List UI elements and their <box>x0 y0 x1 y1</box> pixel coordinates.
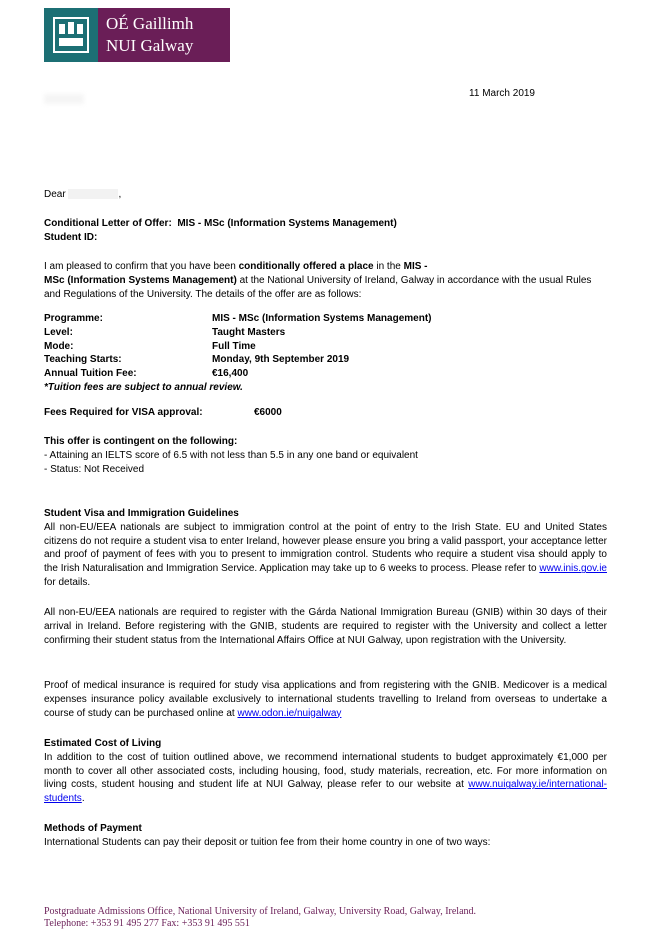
row-label: Level: <box>44 326 73 338</box>
payment-heading: Methods of Payment <box>44 823 142 834</box>
redacted-address <box>44 94 84 104</box>
visa-paragraph-2: All non-EU/EEA nationals are required to register with the Gárda National Immigration Bureau (GNIB) within 30 days of their arrival in Ireland. Before registering with the GNIB, students are required to register with the University and collect a letter confirming their student status from the International Affairs Office at NUI Galway, upon registration with the University. <box>44 607 607 646</box>
contingent-heading: This offer is contingent on the following: <box>44 436 238 447</box>
salutation-text: Dear <box>44 189 66 200</box>
intro-text-c: at the National University of Ireland, Galway in accordance with the usual Rules and Regulations of the University. The details of the offer are as follows: <box>44 274 592 300</box>
programme-row <box>44 326 494 340</box>
contingent-item: - Attaining an IELTS score of 6.5 with not less than 5.5 in any one band or equivalent <box>44 449 418 461</box>
inis-link[interactable]: www.inis.gov.ie <box>539 563 607 575</box>
intro-paragraph <box>44 260 607 301</box>
visa-p1-text: All non-EU/EEA nationals are subject to immigration control at the point of entry to the Irish State. EU and United States citizens do not require a student visa to enter Ireland, however please ensure you bring a valid passport, your acceptance letter and proof of payment of fees with you to present to immigration control. Students who require a student visa should apply to the Irish Naturalisation and Immigration Service. Application may take up to 6 weeks to process. Please refer to <box>44 521 607 575</box>
visa-section <box>44 507 607 590</box>
row-label: Annual Tuition Fee: <box>44 368 137 380</box>
row-value: Monday, 9th September 2019 <box>212 354 350 366</box>
salutation-comma: , <box>118 189 122 200</box>
nui-galway-logo <box>44 8 230 62</box>
row-value: Full Time <box>212 340 256 352</box>
visa-p1-end: for details. <box>44 576 91 588</box>
intro-bold-programme-a: MIS - <box>403 261 428 272</box>
subject-label: Conditional Letter of Offer: <box>44 218 172 229</box>
programme-row <box>44 340 494 354</box>
salutation <box>44 188 607 202</box>
visa-paragraph-1 <box>44 521 607 590</box>
intro-bold-offer: conditionally offered a place <box>238 261 374 272</box>
subject-value: MIS - MSc (Information Systems Management) <box>177 218 397 229</box>
visa-paragraph-3 <box>44 679 607 720</box>
logo-english-name: NUI Galway <box>106 36 194 55</box>
programme-row <box>44 367 494 381</box>
letter-subject <box>44 217 607 245</box>
visa-fee-label: Fees Required for VISA approval: <box>44 407 203 418</box>
intro-bold-programme-b: MSc (Information Systems Management) <box>44 274 237 286</box>
cost-heading: Estimated Cost of Living <box>44 738 162 749</box>
odon-link[interactable]: www.odon.ie/nuigalway <box>237 707 342 719</box>
letter-date: 11 March 2019 <box>469 88 535 99</box>
payment-text: International Students can pay their deposit or tuition fee from their home country in one of two ways: <box>44 836 491 848</box>
cost-paragraph <box>44 751 607 806</box>
visa-fee-value: €6000 <box>254 407 282 418</box>
row-label: Mode: <box>44 340 74 352</box>
intro-text-b: in the <box>373 261 404 272</box>
row-value: €16,400 <box>212 368 249 380</box>
cost-section <box>44 737 607 806</box>
logo-irish-name: OÉ Gaillimh <box>106 14 194 33</box>
programme-row <box>44 353 494 367</box>
programme-row <box>44 312 494 326</box>
footer-address: Postgraduate Admissions Office, National University of Ireland, Galway, University Road, Galway, Ireland. <box>44 906 477 917</box>
letter-footer <box>44 906 476 930</box>
programme-details <box>44 312 494 395</box>
cost-text: In addition to the cost of tuition outlined above, we recommend international students to budget approximately €1,000 per month to cover all other associated costs, including housing, food, study materials, recreation, etc. For more information on living costs, student housing and student life at NUI Galway, please refer to our website at <box>44 751 607 791</box>
redacted-name <box>68 189 118 199</box>
university-crest-icon <box>44 8 98 62</box>
payment-section <box>44 822 607 850</box>
tuition-note: *Tuition fees are subject to annual review. <box>44 381 243 393</box>
contingent-section <box>44 435 607 476</box>
row-label: Programme: <box>44 313 103 324</box>
cost-end: . <box>81 793 85 805</box>
row-label: Teaching Starts: <box>44 354 122 366</box>
visa-fee <box>44 406 607 420</box>
intro-text-a: I am pleased to confirm that you have been <box>44 261 239 272</box>
visa-p3-text: Proof of medical insurance is required for study visa applications and from registering with the GNIB. Medicover is a medical expenses insurance policy available exclusively to international students travelling to Ireland from overseas to undertake a course of study can be purchased online at <box>44 680 607 719</box>
contingent-item: - Status: Not Received <box>44 463 145 475</box>
visa-heading: Student Visa and Immigration Guidelines <box>44 508 239 519</box>
row-value: Taught Masters <box>212 326 286 338</box>
row-value: MIS - MSc (Information Systems Management) <box>212 313 432 324</box>
footer-phone: Telephone: +353 91 495 277 Fax: +353 91 495 551 <box>44 918 250 929</box>
student-id-label: Student ID: <box>44 231 98 243</box>
international-students-link[interactable]: www.nuigalway.ie/international-students <box>44 779 607 805</box>
